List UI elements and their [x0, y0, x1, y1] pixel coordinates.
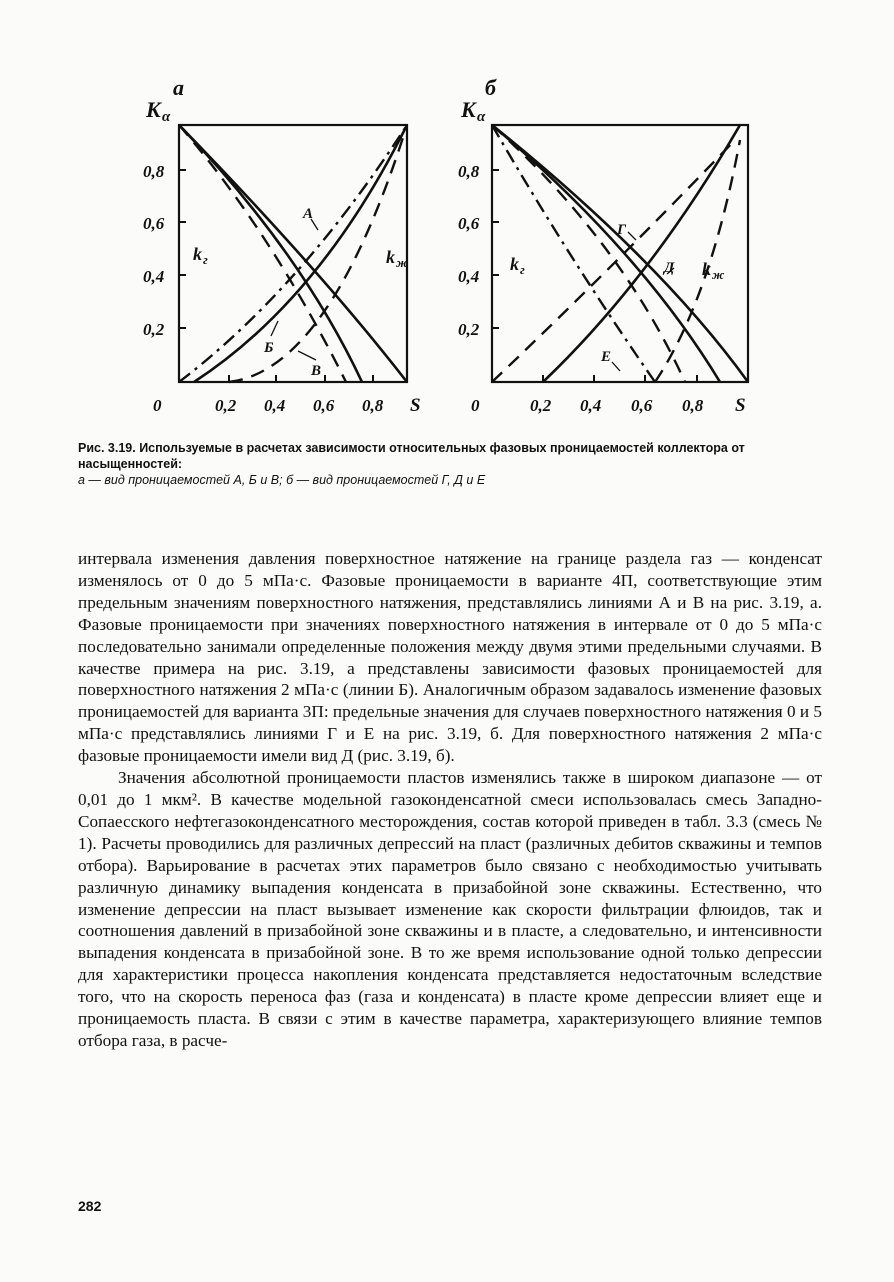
panel-b-ylabel-sub: α — [477, 109, 486, 125]
panel-a-xlabel-08: 0,8 — [362, 396, 384, 415]
panel-a — [143, 75, 421, 416]
panel-b-curve-D-liq — [543, 125, 740, 382]
panel-b-ylabel-06: 0,6 — [458, 214, 480, 233]
panel-a-letter: а — [173, 75, 184, 100]
panel-b-ylabel-08: 0,8 — [458, 162, 480, 181]
panel-b-xlabel-04: 0,4 — [580, 396, 602, 415]
panel-a-xlabel-04: 0,4 — [264, 396, 286, 415]
panel-b-ylabel-02: 0,2 — [458, 320, 480, 339]
panel-a-xlabel-02: 0,2 — [215, 396, 237, 415]
panel-b-xlabel-0: 0 — [471, 396, 480, 415]
panel-a-ylabel: K — [146, 97, 161, 122]
panel-b-label-E: Е — [601, 349, 612, 365]
panel-a-ylabel-06: 0,6 — [143, 214, 165, 233]
panel-b-label-kg-sub: г — [520, 262, 525, 277]
panel-a-label-B: Б — [264, 340, 274, 356]
panel-b-label-kg: k — [510, 254, 519, 274]
panel-a-label-V: В — [311, 363, 322, 379]
panel-a-ylabel-04: 0,4 — [143, 267, 165, 286]
caption-subtitle: а — вид проницаемостей А, Б и В; б — вид проницаемостей Г, Д и Е — [78, 473, 486, 487]
panel-b-label-kzh: k — [702, 259, 711, 279]
paragraph-1: интервала изменения давления поверхностное натяжение на границе раздела газ — конденсат изменялось от 0 до 5 мПа·с. Фазовые проницаемости в варианте 4П, соответствующие этим предельным значениям поверхностного натяжения, представлялись линиями А и В на рис. 3.19, а. Фазовые проницаемости при значениях поверхностного натяжения в интервале от 0 до 5 мПа·с последовательно занимали определенные положения между двумя этими предельными случаями. В качестве примера на рис. 3.19, а представлены зависимости фазовых проницаемостей для поверхностного натяжения 2 мПа·с (линии Б). Аналогичным образом задавалось изменение фазовых проницаемостей для варианта 3П: предельные значения для случаев поверхностного натяжения 0 и 5 мПа·с представлялись линиями Г и Е на рис. 3.19, б. Для поверхностного натяжения 2 мПа·с фазовые проницаемости имели вид Д (рис. 3.19, б). — [78, 549, 822, 766]
panel-a-label-kg-sub: г — [203, 252, 208, 267]
panel-a-ylabel-08: 0,8 — [143, 162, 165, 181]
panel-b-curve-D-gas — [492, 125, 720, 382]
panel-b-curve-G-liq — [492, 140, 735, 382]
panel-b-label-G: Г — [617, 222, 627, 238]
panel-b-ylabel: K — [461, 97, 476, 122]
panel-a-xlabel-0: 0 — [153, 396, 162, 415]
panel-a-label-kzh-sub: ж — [396, 255, 409, 270]
panel-b-xlabel-s: S — [735, 395, 746, 416]
panel-b-label-kzh-sub: ж — [712, 267, 725, 282]
caption-title: Рис. 3.19. Используемые в расчетах зависимости относительных фазовых проницаемостей коллектора от насыщенностей: — [78, 441, 745, 471]
figure-svg — [0, 0, 894, 420]
panel-b-xlabel-06: 0,6 — [631, 396, 653, 415]
panel-a-label-kzh: k — [386, 247, 395, 267]
figure-caption — [78, 440, 822, 488]
panel-b-label-D: Д — [664, 260, 675, 276]
panel-b-xlabel-02: 0,2 — [530, 396, 552, 415]
panel-a-xlabel-s: S — [410, 395, 421, 416]
panel-a-ylabel-02: 0,2 — [143, 320, 165, 339]
body-text — [78, 548, 822, 1052]
page-number: 282 — [78, 1198, 102, 1214]
panel-a-label-A: А — [303, 206, 314, 222]
panel-b — [458, 75, 748, 416]
figure-3-19 — [0, 0, 894, 420]
panel-b-ylabel-04: 0,4 — [458, 267, 480, 286]
panel-a-ylabel-sub: α — [162, 109, 171, 125]
panel-a-xlabel-06: 0,6 — [313, 396, 335, 415]
panel-b-xlabel-08: 0,8 — [682, 396, 704, 415]
panel-b-curve-E-gas — [492, 125, 748, 382]
paragraph-2: Значения абсолютной проницаемости пластов изменялись также в широком диапазоне — от 0,01 до 1 мкм². В качестве модельной газоконденсатной смеси использовалась смесь Западно-Сопаесского нефтегазоконденсатного месторождения, состав которой приведен в табл. 3.3 (смесь № 1). Расчеты проводились для различных депрессий на пласт (различных дебитов скважины и темпов отбора). Варьирование в расчетах этих параметров было связано с необходимостью учитывать различную динамику выпадения конденсата в призабойной зоне скважины. Естественно, что изменение депрессии на пласт вызывает изменение как скорости фильтрации флюидов, так и соотношения давлений в призабойной зоне скважины и в пласте, а следовательно, и интенсивности выпадения конденсата в призабойной зоне. В то же время использование одной только депрессии для характеристики процесса накопления конденсата представляется недостаточным вследствие того, что на скорость переноса фаз (газа и конденсата) в пласте кроме депрессии влияет еще и проницаемость пласта. В связи с этим в качестве параметра, характеризующего влияние темпов отбора газа, в расче- — [78, 768, 822, 1050]
panel-a-label-kg: k — [193, 244, 202, 264]
panel-b-letter: б — [485, 75, 496, 100]
panel-b-frame — [492, 125, 748, 382]
